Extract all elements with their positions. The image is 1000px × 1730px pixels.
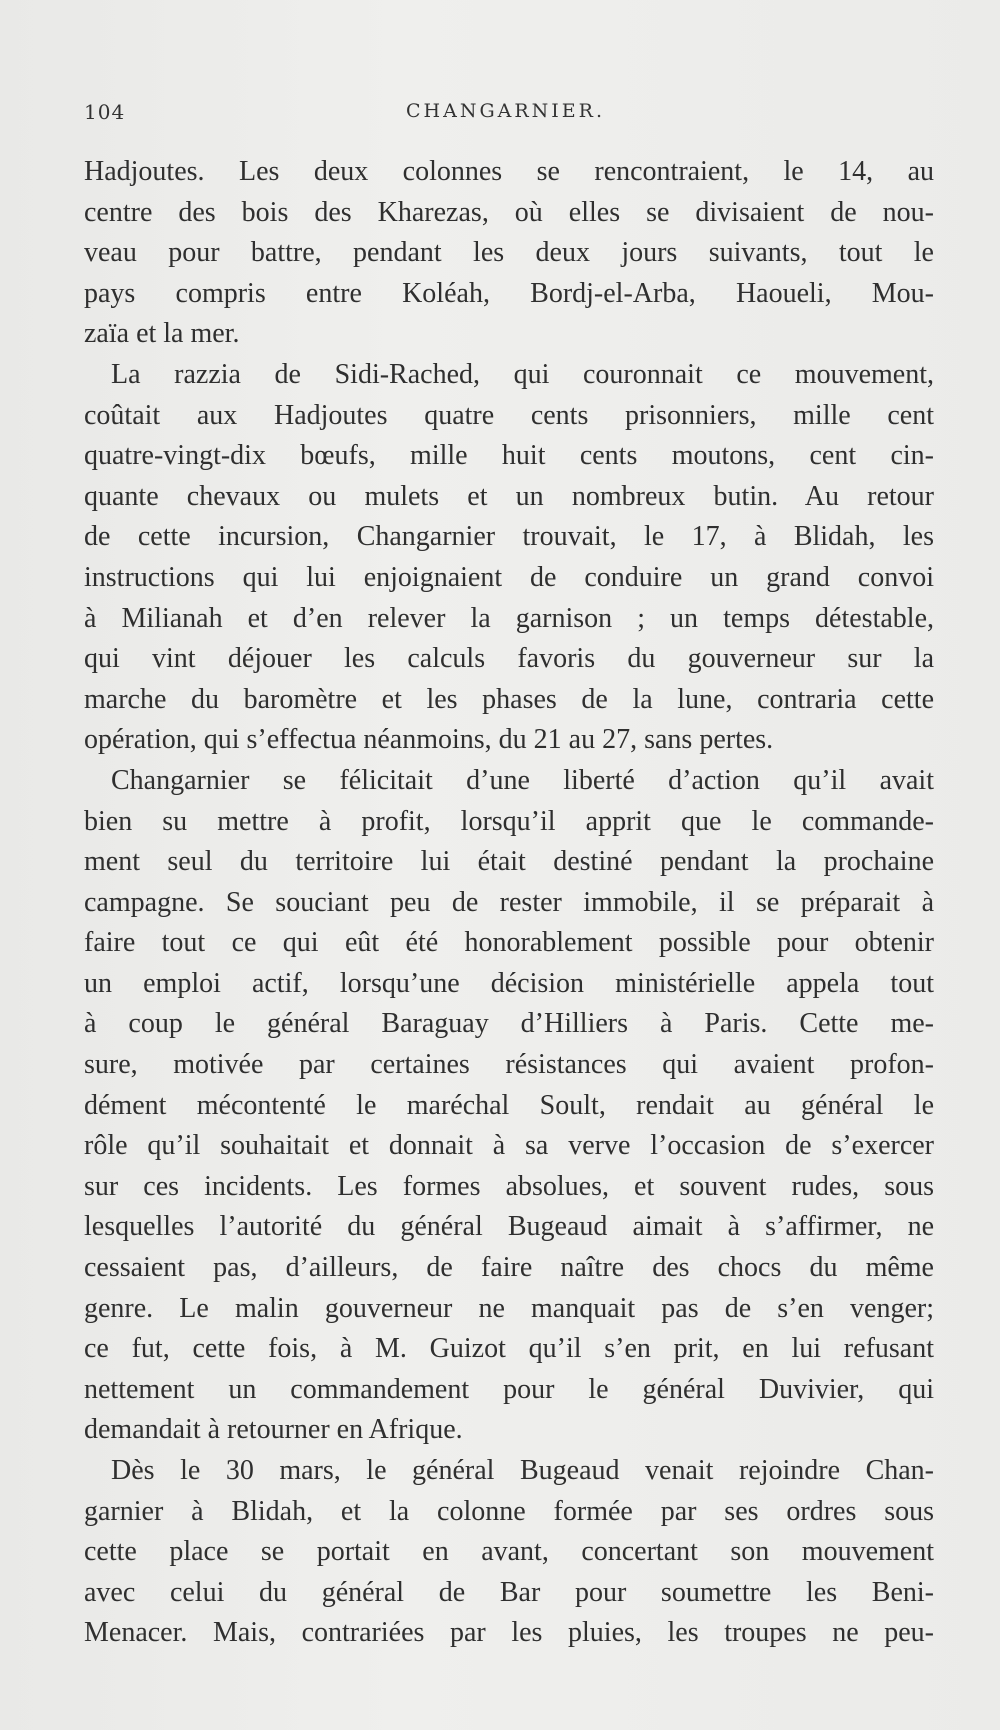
text-line: quatre-vingt-dix bœufs, mille huit cents moutons, cent cin- [84,440,934,472]
text-line: ment seul du territoire lui était destiné pendant la prochaine [84,846,934,878]
text-line: lesquelles l’autorité du général Bugeaud aimait à s’affirmer, ne [84,1211,934,1243]
text-line: pays compris entre Koléah, Bordj-el-Arba, Haoueli, Mou- [84,277,934,309]
text-line: Changarnier se félicitait d’une liberté d’action qu’il avait [111,764,934,796]
text-line: qui vint déjouer les calculs favoris du gouverneur sur la [84,643,934,675]
text-line: cessaient pas, d’ailleurs, de faire naître des chocs du même [84,1252,934,1284]
text-line: veau pour battre, pendant les deux jours suivants, tout le [84,237,934,269]
text-line: faire tout ce qui eût été honorablement possible pour obtenir [84,927,934,959]
text-line: nettement un commandement pour le général Duvivier, qui [84,1373,934,1405]
text-line: cette place se portait en avant, concertant son mouvement [84,1536,934,1568]
text-line: de cette incursion, Changarnier trouvait, le 17, à Blidah, les [84,521,934,553]
text-line: quante chevaux ou mulets et un nombreux butin. Au retour [84,480,934,512]
body-text [84,152,934,1654]
text-line: avec celui du général de Bar pour soumettre les Beni- [84,1576,934,1608]
text-line: à Milianah et d’en relever la garnison ; un temps détestable, [84,602,934,634]
page-header [84,100,932,130]
text-line: genre. Le malin gouverneur ne manquait pas de s’en venger; [84,1292,934,1324]
running-head: CHANGARNIER. [406,100,606,122]
text-line: coûtait aux Hadjoutes quatre cents prisonniers, mille cent [84,399,934,431]
text-line: un emploi actif, lorsqu’une décision ministérielle appela tout [84,967,934,999]
text-line: dément mécontenté le maréchal Soult, rendait au général le [84,1089,934,1121]
text-line: demandait à retourner en Afrique. [84,1414,463,1446]
text-line: La razzia de Sidi-Rached, qui couronnait ce mouvement, [111,358,934,390]
text-line: Menacer. Mais, contrariées par les pluies, les troupes ne peu- [84,1617,934,1649]
text-line: marche du baromètre et les phases de la lune, contraria cette [84,683,934,715]
text-line: ce fut, cette fois, à M. Guizot qu’il s’en prit, en lui refusant [84,1333,934,1365]
text-line: rôle qu’il souhaitait et donnait à sa verve l’occasion de s’exercer [84,1130,934,1162]
text-line: Hadjoutes. Les deux colonnes se rencontraient, le 14, au [84,156,934,187]
text-line: garnier à Blidah, et la colonne formée par ses ordres sous [84,1495,934,1527]
page-number: 104 [84,100,126,124]
text-line: bien su mettre à profit, lorsqu’il apprit que le commande- [84,805,934,837]
text-line: à coup le général Baraguay d’Hilliers à Paris. Cette me- [84,1008,934,1040]
text-line: centre des bois des Kharezas, où elles se divisaient de nou- [84,196,934,228]
text-line: opération, qui s’effectua néanmoins, du 21 au 27, sans pertes. [84,724,774,756]
text-line: zaïa et la mer. [84,318,240,350]
text-line: sure, motivée par certaines résistances qui avaient profon- [84,1049,934,1081]
text-line: Dès le 30 mars, le général Bugeaud venait rejoindre Chan- [111,1455,934,1486]
text-line: campagne. Se souciant peu de rester immobile, il se préparait à [84,886,934,918]
text-line: instructions qui lui enjoignaient de conduire un grand convoi [84,561,934,593]
text-line: sur ces incidents. Les formes absolues, et souvent rudes, sous [84,1170,934,1202]
